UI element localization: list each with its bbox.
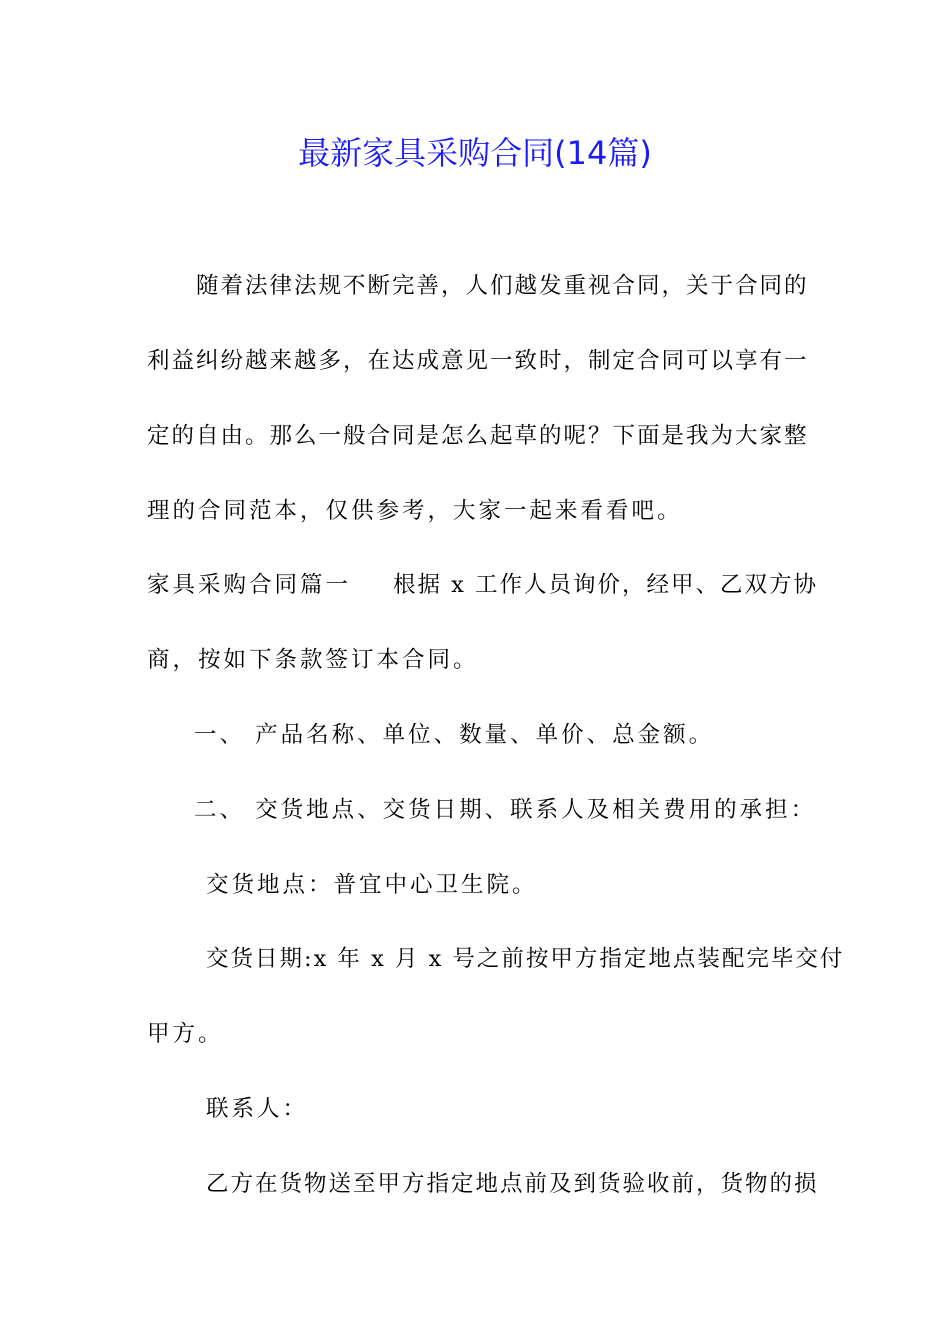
paragraph-line: 利益纠纷越来越多，在达成意见一致时，制定合同可以享有一 xyxy=(147,348,809,374)
section-heading: 家具采购合同篇一 xyxy=(147,572,352,598)
paragraph-line: 根据 x 工作人员询价，经甲、乙双方协 xyxy=(393,572,818,598)
document-title: 最新家具采购合同(14篇) xyxy=(298,134,652,172)
paragraph-line: 联系人： xyxy=(206,1096,309,1122)
paragraph-line: 随着法律法规不断完善，人们越发重视合同，关于合同的 xyxy=(196,273,809,299)
paragraph-line: 甲方。 xyxy=(147,1021,224,1047)
paragraph-line: 理的合同范本，仅供参考，大家一起来看看吧。 xyxy=(147,498,683,524)
paragraph-line: 交货地点：普宜中心卫生院。 xyxy=(206,872,538,898)
paragraph-line: 定的自由。那么一般合同是怎么起草的呢？下面是我为大家整 xyxy=(147,423,809,449)
paragraph-line: 交货日期:x 年 x 月 x 号之前按甲方指定地点装配完毕交付 xyxy=(206,946,845,972)
paragraph-line: 商，按如下条款签订本合同。 xyxy=(147,647,479,673)
clause-item: 一、 产品名称、单位、数量、单价、总金额。 xyxy=(194,722,715,748)
clause-item: 二、 交货地点、交货日期、联系人及相关费用的承担： xyxy=(194,797,817,823)
paragraph-line: 乙方在货物送至甲方指定地点前及到货验收前，货物的损 xyxy=(206,1171,819,1197)
